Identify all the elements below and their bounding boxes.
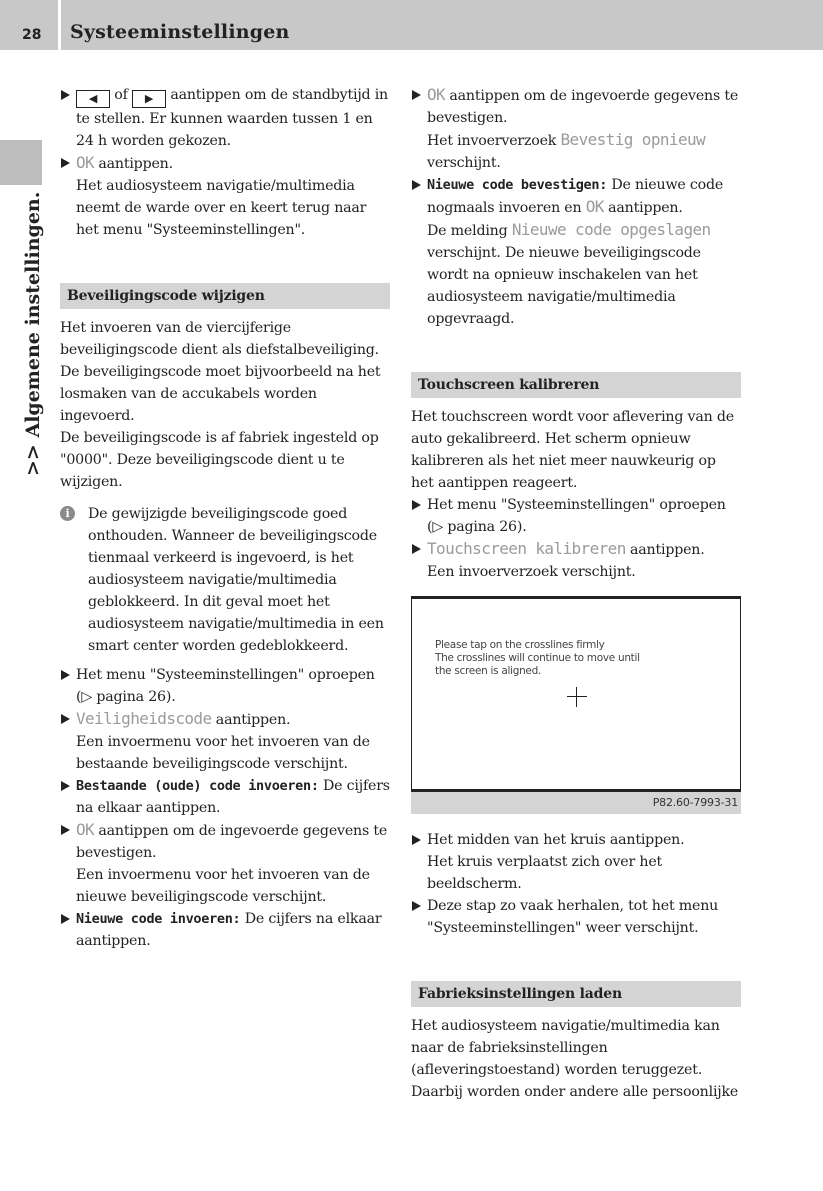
crosshair-icon — [567, 687, 587, 707]
text: Het audiosysteem navigatie/multimedia neemt de warde over en keert terug naar het menu "Systeeminstellingen". — [76, 178, 367, 238]
text: De melding — [427, 223, 512, 239]
text: aantippen. — [94, 156, 173, 172]
softkey-label: Nieuwe code opgeslagen — [511, 220, 711, 239]
softkey-label: Bevestig opnieuw — [560, 130, 706, 149]
calibration-screen — [411, 596, 741, 792]
info-icon: i — [60, 506, 75, 521]
text: aantippen. — [603, 200, 683, 216]
page-header — [0, 0, 823, 50]
paragraph — [411, 406, 741, 494]
text: of — [110, 87, 133, 103]
softkey-label: OK — [76, 820, 95, 839]
paragraph — [60, 427, 390, 493]
text: aantippen. — [625, 542, 705, 558]
text: Het invoeren van de viercijferige beveiligingscode dient als diefstalbeveiliging. De beveiligingscode moet bijvoorbeeld na het losmaken van de accukabels worden ingevoerd. — [60, 320, 381, 424]
bullet-step — [60, 819, 390, 908]
text: Het menu "Systeeminstellingen" oproepen (▷ pagina 26). — [427, 497, 726, 535]
bullet-step — [411, 84, 741, 174]
text: Een invoerverzoek verschijnt. — [427, 564, 636, 580]
text: aantippen om de ingevoerde gegevens te bevestigen. — [427, 88, 739, 126]
bullet-step — [60, 708, 390, 775]
paragraph — [60, 317, 390, 427]
text: Het invoerverzoek — [427, 133, 561, 149]
calibration-message-line: Please tap on the crosslines firmly — [435, 639, 605, 651]
paragraph — [411, 1015, 741, 1103]
text: Een invoermenu voor het invoeren van de bestaande beveiligingscode verschijnt. — [76, 734, 370, 772]
bullet-step — [60, 775, 390, 819]
text: verschijnt. De nieuwe beveiligingscode wordt na opnieuw inschakelen van het audiosysteem navigatie/multimedia opgevraagd. — [427, 245, 701, 327]
bullet-step — [60, 664, 390, 708]
softkey-label: OK — [585, 197, 604, 216]
text: De gewijzigde beveiligingscode goed onthouden. Wanneer de beveiligingscode tienmaal verkeerd is ingevoerd, is het audiosysteem navigatie/multimedia geblokkeerd. In dit geval moet het audiosysteem navigatie/multimedia in een smart center worden gedeblokkeerd. — [88, 506, 384, 654]
info-note — [60, 503, 390, 657]
bullet-step — [60, 84, 390, 152]
bullet-step — [411, 494, 741, 538]
calibration-message-line: the screen is aligned. — [435, 665, 541, 677]
text: aantippen om de ingevoerde gegevens te bevestigen. — [76, 823, 388, 861]
text: Touchscreen kalibreren — [418, 377, 600, 393]
softkey-label: Veiligheidscode — [76, 709, 212, 728]
figure-caption: P82.60-7993-31 — [411, 792, 741, 814]
page-number-box — [0, 0, 61, 50]
arrow-left-button-icon: ◀ — [76, 90, 110, 108]
bullet-step — [411, 538, 741, 583]
text: aantippen om de standbytijd in te stellen. Er kunnen waarden tussen 1 en 24 h worden gekozen. — [76, 87, 388, 149]
bold-lead: Bestaande (oude) code invoeren: — [76, 778, 319, 794]
text: De cijfers na elkaar aantippen. — [76, 911, 382, 949]
section-tab-marker — [0, 140, 42, 185]
page-number: 28 — [22, 27, 42, 43]
bullet-step — [411, 829, 741, 895]
text: Het menu "Systeeminstellingen" oproepen (▷ pagina 26). — [76, 667, 375, 705]
text: Het kruis verplaatst zich over het beeldscherm. — [427, 854, 663, 892]
side-section-label: >> Algemene instellingen. — [22, 191, 44, 476]
right-column — [411, 84, 741, 1103]
left-column — [60, 84, 390, 952]
text: Fabrieksinstellingen laden — [418, 986, 622, 1002]
bullet-step — [60, 908, 390, 952]
touchscreen-figure — [411, 596, 741, 814]
text: Een invoermenu voor het invoeren van de nieuwe beveiligingscode verschijnt. — [76, 867, 370, 905]
page-title: Systeeminstellingen — [70, 21, 290, 43]
text: aantippen. — [211, 712, 291, 728]
text: Het touchscreen wordt voor aflevering van de auto gekalibreerd. Het scherm opnieuw kalibreren als het niet meer nauwkeurig op het aantippen reageert. — [411, 409, 734, 491]
arrow-right-button-icon: ▶ — [132, 90, 166, 108]
text: De beveiligingscode is af fabriek ingesteld op "0000". Deze beveiligingscode dient u te wijzigen. — [60, 430, 379, 490]
bullet-step — [60, 152, 390, 241]
bullet-step — [411, 895, 741, 939]
text: Het midden van het kruis aantippen. — [427, 832, 685, 848]
softkey-label: OK — [76, 153, 95, 172]
text: Deze stap zo vaak herhalen, tot het menu "Systeeminstellingen" weer verschijnt. — [427, 898, 719, 936]
calibration-message-line: The crosslines will continue to move until — [435, 652, 640, 664]
calibration-message — [435, 639, 640, 678]
bold-lead: Nieuwe code bevestigen: — [427, 177, 608, 193]
bullet-step — [411, 174, 741, 330]
softkey-label: OK — [427, 85, 446, 104]
section-heading — [60, 283, 390, 309]
softkey-label: Touchscreen kalibreren — [427, 539, 626, 558]
section-heading — [411, 372, 741, 398]
text: Beveiligingscode wijzigen — [67, 288, 265, 304]
text: De nieuwe code nogmaals invoeren en — [427, 177, 724, 216]
text: Het audiosysteem navigatie/multimedia kan naar de fabrieksinstellingen (afleveringstoestand) worden teruggezet. Daarbij worden onder andere alle persoonlijke — [411, 1018, 739, 1100]
text: verschijnt. — [427, 155, 501, 171]
info-text — [76, 503, 390, 657]
section-heading — [411, 981, 741, 1007]
bold-lead: Nieuwe code invoeren: — [76, 911, 241, 927]
text: De cijfers na elkaar aantippen. — [76, 778, 390, 816]
